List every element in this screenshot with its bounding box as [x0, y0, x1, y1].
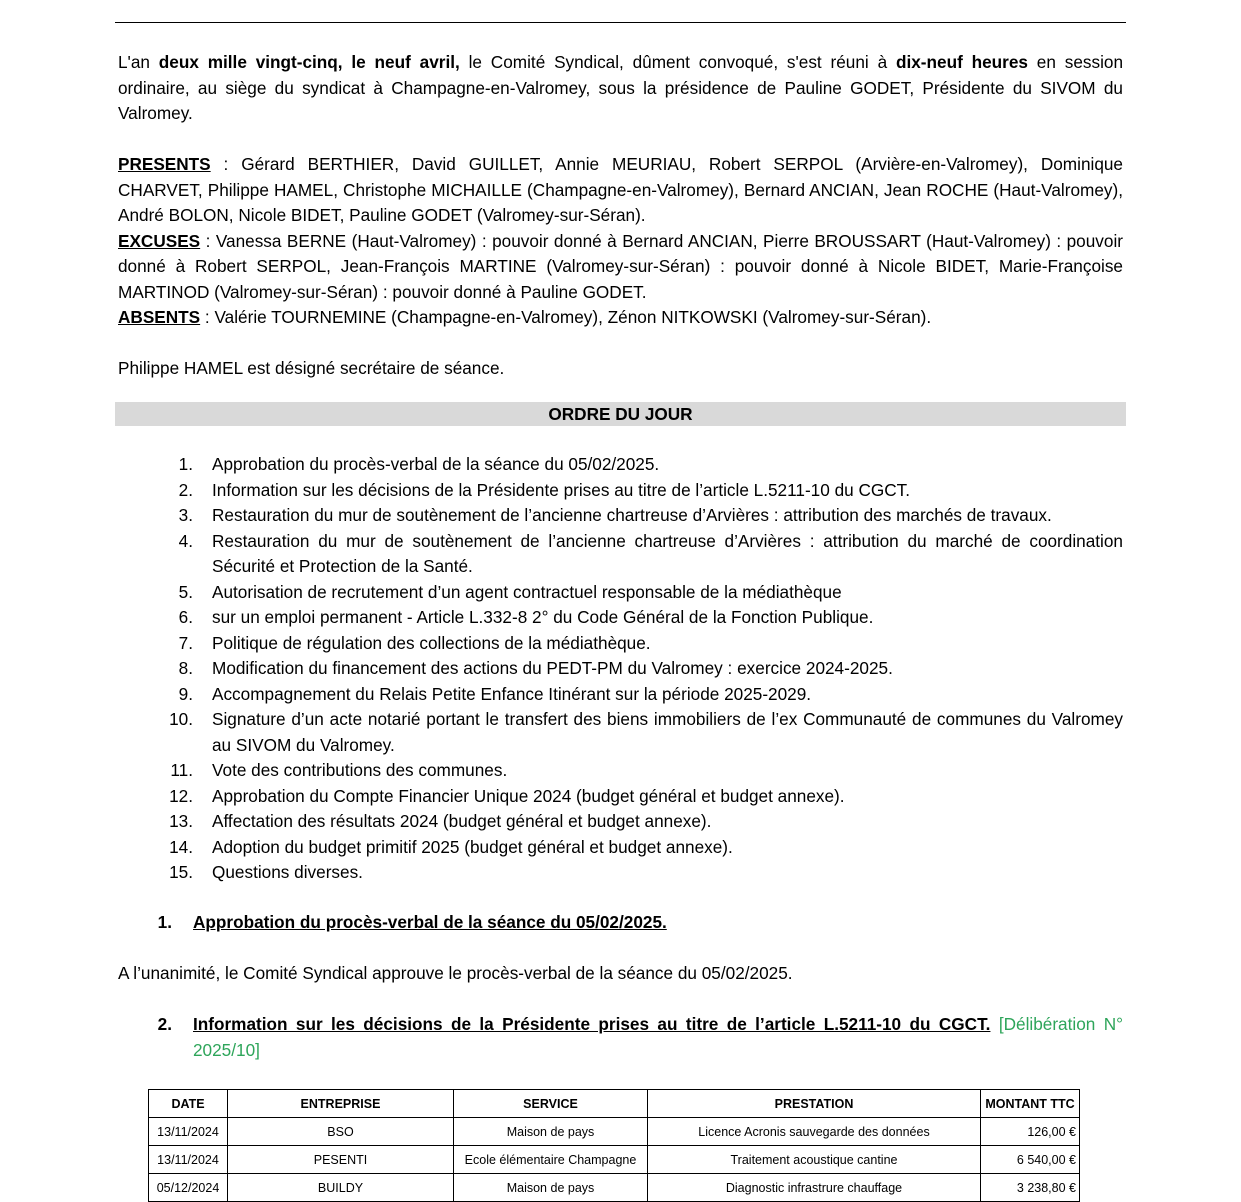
presents-list: : Gérard BERTHIER, David GUILLET, Annie MEURIAU, Robert SERPOL (Arvière-en-Valromey), Dominique CHARVET, Philippe HAMEL, Christophe MICHAILLE (Champagne-en-Valromey), Bernard ANCIAN, Jean ROCHE (Haut-Valromey), André BOLON, Nicole BIDET, Pauline GODET (Valromey-sur-Séran). [118, 154, 1123, 225]
col-header-service: SERVICE [454, 1090, 648, 1118]
agenda-item [150, 605, 1123, 631]
table-cell: PESENTI [228, 1146, 454, 1174]
agenda-item-number: 7. [178, 632, 193, 653]
agenda-item-number: 3. [178, 505, 193, 525]
table-cell: Traitement acoustique cantine [648, 1146, 981, 1174]
excuses-list: : Vanessa BERNE (Haut-Valromey) : pouvoir donné à Bernard ANCIAN, Pierre BROUSSART (Haut-Valromey) : pouvoir donné à Robert SERPOL, Jean-François MARTINE (Valromey-sur-Séran) : pouvoir donné à Nicole BIDET, Marie-Françoise MARTINOD (Valromey-sur-Séran) : pouvoir donné à Pauline GODET. [118, 230, 1123, 302]
agenda-item [150, 631, 1123, 657]
absents-paragraph [118, 305, 1123, 331]
table-row [149, 1146, 1080, 1174]
table-cell: BUILDY [228, 1174, 454, 1202]
intro-paragraph [118, 50, 1123, 127]
agenda-item-number: 6. [178, 607, 193, 627]
agenda-item-text: Adoption du budget primitif 2025 (budget général et budget annexe). [212, 836, 733, 857]
section-2-heading [150, 1012, 1123, 1063]
agenda-item-text: Signature d’un acte notarié portant le transfert des biens immobiliers de l’ex Communauté de communes du Valromey au SIVOM du Valromey. [212, 709, 1123, 755]
agenda-item-text: Affectation des résultats 2024 (budget général et budget annexe). [212, 811, 712, 831]
agenda-item-text: sur un emploi permanent - Article L.332-8 2° du Code Général de la Fonction Publique. [212, 607, 874, 627]
decisions-table [148, 1089, 1080, 1202]
agenda-item-number: 13. [169, 811, 193, 831]
col-header-montant: MONTANT TTC [981, 1090, 1080, 1118]
agenda-item-number: 8. [178, 658, 193, 678]
table-cell: Diagnostic infrastrure chauffage [648, 1174, 981, 1202]
agenda-item-text: Vote des contributions des communes. [212, 760, 508, 780]
intro-date: deux mille vingt-cinq, le neuf avril, [158, 52, 460, 72]
presents-paragraph [118, 152, 1123, 229]
agenda-item-number: 12. [169, 785, 193, 806]
excuses-paragraph [118, 229, 1123, 306]
agenda-item [150, 503, 1123, 529]
table-cell: 13/11/2024 [149, 1146, 228, 1174]
absents-list: : Valérie TOURNEMINE (Champagne-en-Valromey), Zénon NITKOWSKI (Valromey-sur-Séran). [200, 307, 932, 327]
agenda-item [150, 580, 1123, 606]
document-body [118, 50, 1123, 382]
agenda-item [150, 656, 1123, 682]
agenda-item-text: Modification du financement des actions du PEDT-PM du Valromey : exercice 2024-2025. [212, 658, 893, 678]
section-1-title: Approbation du procès-verbal de la séance du 05/02/2025. [193, 912, 667, 932]
intro-text-1: L'an [118, 52, 159, 72]
agenda-item-text: Approbation du Compte Financier Unique 2024 (budget général et budget annexe). [212, 785, 845, 806]
absents-label: ABSENTS [118, 307, 201, 327]
agenda-item-number: 10. [169, 709, 193, 729]
agenda-item-number: 9. [178, 683, 193, 704]
col-header-entreprise: ENTREPRISE [228, 1090, 454, 1118]
table-cell: 126,00 € [981, 1118, 1080, 1146]
table-cell: 6 540,00 € [981, 1146, 1080, 1174]
table-cell: 05/12/2024 [149, 1174, 228, 1202]
agenda-item-number: 1. [178, 454, 193, 474]
presents-label: PRESENTS [118, 154, 211, 174]
table-cell: Maison de pays [454, 1118, 648, 1146]
secretary-line: Philippe HAMEL est désigné secrétaire de séance. [118, 358, 505, 378]
agenda-item [150, 682, 1123, 708]
table-cell: 3 238,80 € [981, 1174, 1080, 1202]
section-1-body: A l’unanimité, le Comité Syndical approuve le procès-verbal de la séance du 05/02/2025. [118, 963, 793, 983]
excuses-label: EXCUSES [118, 230, 201, 251]
section-2-deliberation: [Délibération N° 2025/10] [193, 1014, 1123, 1060]
table-cell: Ecole élémentaire Champagne [454, 1146, 648, 1174]
agenda-item-number: 14. [169, 836, 193, 857]
agenda-item-number: 2. [178, 479, 193, 500]
agenda-item-text: Politique de régulation des collections de la médiathèque. [212, 632, 651, 653]
agenda-item [150, 529, 1123, 580]
agenda-item [150, 809, 1123, 835]
table-cell: 13/11/2024 [149, 1118, 228, 1146]
agenda-item-text: Approbation du procès-verbal de la séance du 05/02/2025. [212, 454, 660, 474]
table-cell: Licence Acronis sauvegarde des données [648, 1118, 981, 1146]
agenda-item-number: 11. [170, 760, 193, 780]
agenda-item-number: 4. [178, 530, 193, 551]
table-row [149, 1174, 1080, 1202]
agenda-item-text: Information sur les décisions de la Présidente prises au titre de l’article L.5211-10 du CGCT. [212, 479, 911, 500]
table-cell: Maison de pays [454, 1174, 648, 1202]
header-rule [115, 22, 1126, 23]
agenda-item-text: Restauration du mur de soutènement de l’ancienne chartreuse d’Arvières : attribution du marché de coordination Sécurité et Protection de la Santé. [212, 530, 1123, 576]
agenda-item [150, 835, 1123, 861]
agenda-list [150, 452, 1123, 886]
agenda-item-text: Accompagnement du Relais Petite Enfance Itinérant sur la période 2025-2029. [212, 683, 812, 704]
section-2-number: 2. [157, 1014, 172, 1034]
agenda-heading: ORDRE DU JOUR [115, 402, 1126, 426]
table-cell: BSO [228, 1118, 454, 1146]
section-1-number: 1. [157, 912, 172, 932]
section-2-title: Information sur les décisions de la Présidente prises au titre de l’article L.5211-10 du CGCT. [193, 1014, 991, 1034]
agenda-item-number: 15. [169, 862, 193, 882]
agenda-item [150, 784, 1123, 810]
col-header-date: DATE [149, 1090, 228, 1118]
agenda-item [150, 452, 1123, 478]
section-1-heading [150, 910, 1123, 936]
agenda-item-number: 5. [178, 581, 193, 602]
agenda-item [150, 478, 1123, 504]
table-row [149, 1118, 1080, 1146]
agenda-item [150, 707, 1123, 758]
agenda-item-text: Autorisation de recrutement d’un agent contractuel responsable de la médiathèque [212, 581, 842, 602]
agenda-item-text: Questions diverses. [212, 862, 363, 882]
intro-text-2: le Comité Syndical, dûment convoqué, s'est réuni à [459, 52, 896, 72]
agenda-item-text: Restauration du mur de soutènement de l’ancienne chartreuse d’Arvières : attribution des marchés de travaux. [212, 505, 1052, 525]
intro-text-3: en session ordinaire, au siège du syndicat à Champagne-en-Valromey, sous la présidence de Pauline GODET, Présidente du SIVOM du Valromey. [118, 52, 1124, 123]
col-header-prestation: PRESTATION [648, 1090, 981, 1118]
table-header-row [149, 1090, 1080, 1118]
intro-time: dix-neuf heures [895, 52, 1028, 72]
agenda-item [150, 758, 1123, 784]
agenda-item [150, 860, 1123, 886]
